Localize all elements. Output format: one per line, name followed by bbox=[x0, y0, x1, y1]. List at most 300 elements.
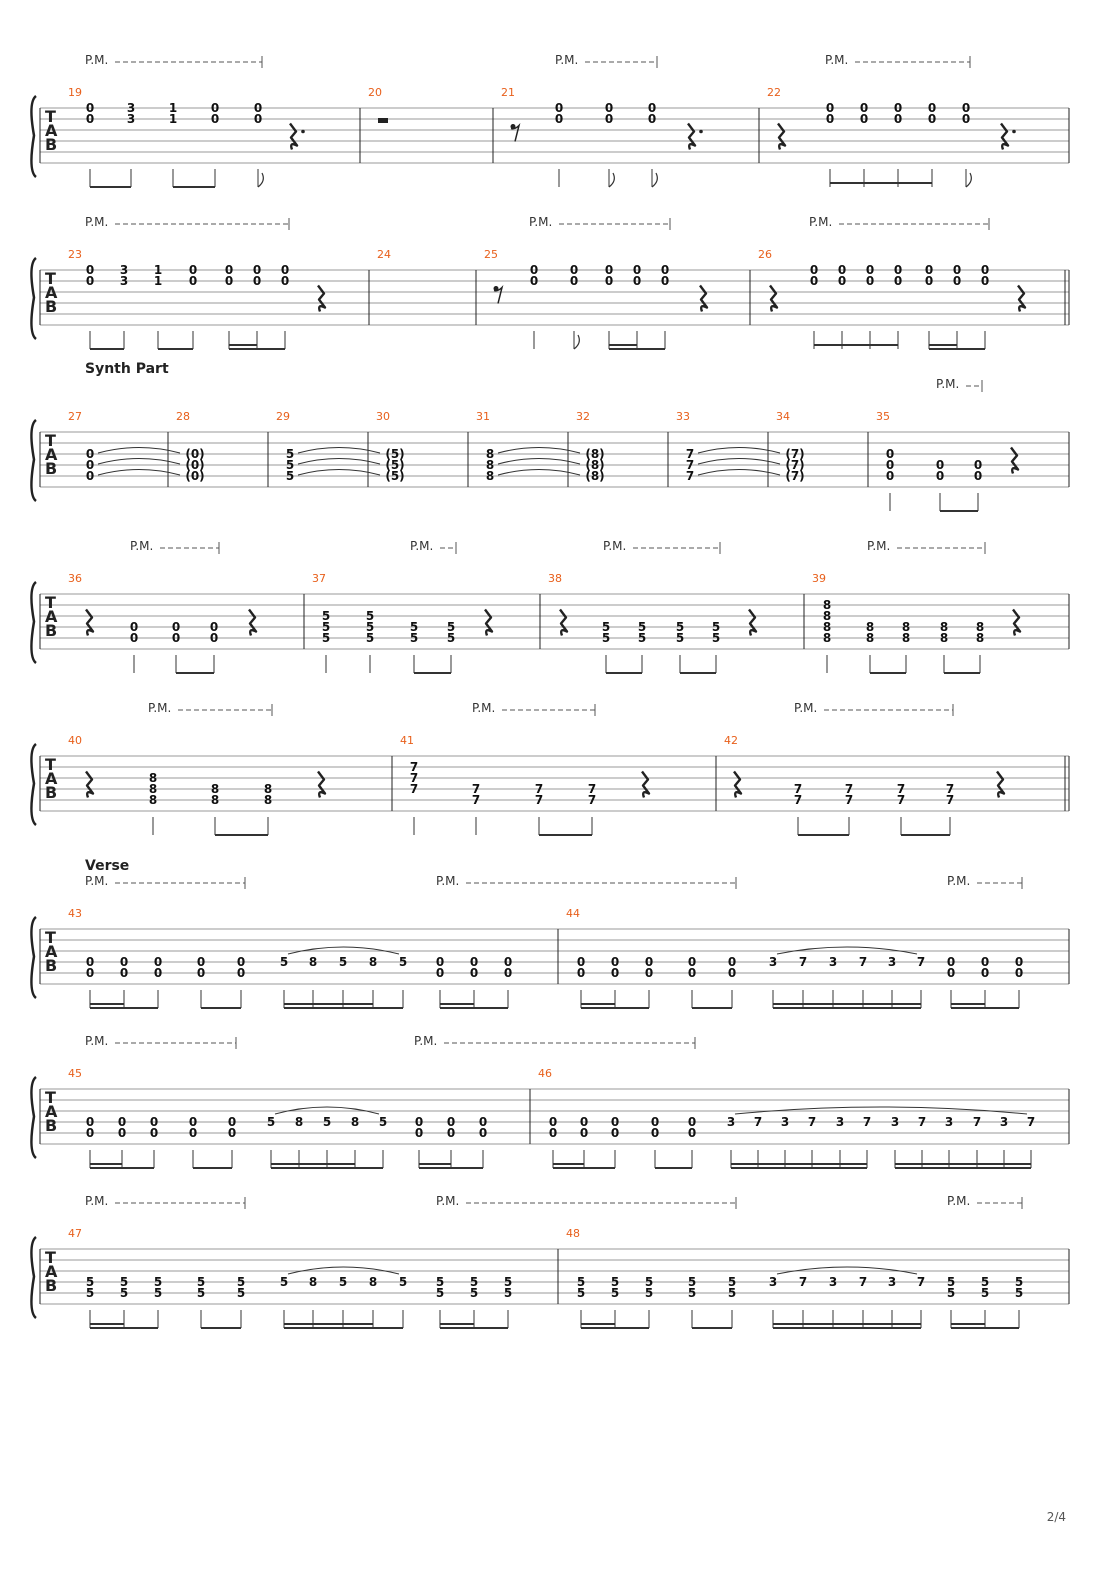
fret-number: 0 bbox=[604, 274, 614, 288]
fret-number: 5 bbox=[196, 1275, 206, 1289]
fret-number: 0 bbox=[924, 274, 934, 288]
fret-number: 0 bbox=[961, 112, 971, 126]
fret-number: 8 bbox=[294, 1115, 304, 1129]
fret-number: 0 bbox=[604, 112, 614, 126]
fret-number: 0 bbox=[935, 469, 945, 483]
fret-number: 5 bbox=[321, 620, 331, 634]
fret-number: 7 bbox=[587, 793, 597, 807]
fret-number: 5 bbox=[435, 1286, 445, 1300]
fret-number: (5) bbox=[385, 458, 405, 472]
tab-clef-letter: T bbox=[45, 1248, 56, 1267]
tab-clef-letter: B bbox=[45, 621, 58, 640]
fret-number: 7 bbox=[945, 793, 955, 807]
fret-number: 8 bbox=[822, 598, 832, 612]
fret-number: 0 bbox=[610, 955, 620, 969]
fret-number: 0 bbox=[85, 458, 95, 472]
fret-number: 5 bbox=[435, 1275, 445, 1289]
tab-clef-letter: T bbox=[45, 755, 56, 774]
fret-number: 1 bbox=[168, 101, 178, 115]
fret-number: 5 bbox=[285, 458, 295, 472]
system-brace bbox=[31, 96, 36, 177]
fret-number: 5 bbox=[322, 1115, 332, 1129]
fret-number: 0 bbox=[579, 1126, 589, 1140]
fret-number: 3 bbox=[887, 1275, 897, 1289]
fret-number: 0 bbox=[973, 469, 983, 483]
fret-number: 0 bbox=[935, 458, 945, 472]
fret-number: (0) bbox=[185, 469, 205, 483]
note-flag bbox=[652, 173, 657, 187]
fret-number: 7 bbox=[916, 1275, 926, 1289]
fret-number: 0 bbox=[85, 1115, 95, 1129]
fret-number: 8 bbox=[822, 620, 832, 634]
fret-number: 7 bbox=[1026, 1115, 1036, 1129]
quarter-rest bbox=[997, 772, 1004, 798]
fret-number: (7) bbox=[785, 458, 805, 472]
fret-number: 8 bbox=[865, 620, 875, 634]
palm-mute-label: P.M. bbox=[936, 377, 960, 391]
fret-number: 0 bbox=[865, 274, 875, 288]
fret-number: 0 bbox=[610, 1115, 620, 1129]
fret-number: 8 bbox=[308, 955, 318, 969]
fret-number: 7 bbox=[917, 1115, 927, 1129]
measure-number: 40 bbox=[68, 734, 82, 747]
fret-number: 0 bbox=[632, 263, 642, 277]
fret-number: 8 bbox=[263, 782, 273, 796]
fret-number: 7 bbox=[685, 469, 695, 483]
measure-number: 46 bbox=[538, 1067, 552, 1080]
fret-number: 0 bbox=[85, 955, 95, 969]
fret-number: 0 bbox=[579, 1115, 589, 1129]
palm-mute-label: P.M. bbox=[472, 701, 496, 715]
fret-number: 5 bbox=[153, 1286, 163, 1300]
fret-number: 5 bbox=[576, 1275, 586, 1289]
quarter-rest bbox=[560, 610, 567, 636]
fret-number: 5 bbox=[687, 1275, 697, 1289]
measure-number: 37 bbox=[312, 572, 326, 585]
fret-number: 8 bbox=[939, 620, 949, 634]
section-title: Verse bbox=[85, 858, 130, 874]
rest-dot bbox=[1012, 130, 1016, 134]
fret-number: 0 bbox=[253, 101, 263, 115]
system-brace bbox=[31, 1237, 36, 1318]
fret-number: 5 bbox=[85, 1286, 95, 1300]
fret-number: 0 bbox=[660, 274, 670, 288]
fret-number: 0 bbox=[446, 1126, 456, 1140]
fret-number: 0 bbox=[660, 263, 670, 277]
fret-number: 0 bbox=[85, 101, 95, 115]
fret-number: 7 bbox=[972, 1115, 982, 1129]
fret-number: 0 bbox=[85, 1126, 95, 1140]
palm-mute-label: P.M. bbox=[809, 215, 833, 229]
fret-number: 0 bbox=[252, 274, 262, 288]
fret-number: 5 bbox=[321, 609, 331, 623]
fret-number: 5 bbox=[236, 1275, 246, 1289]
page-number: 2/4 bbox=[1046, 1510, 1066, 1524]
fret-number: 5 bbox=[644, 1286, 654, 1300]
fret-number: 5 bbox=[285, 447, 295, 461]
tab-clef-letter: A bbox=[45, 769, 58, 788]
tab-clef-letter: T bbox=[45, 269, 56, 288]
measure-number: 20 bbox=[368, 86, 382, 99]
system-brace bbox=[31, 258, 36, 339]
fret-number: 3 bbox=[999, 1115, 1009, 1129]
fret-number: 3 bbox=[119, 263, 129, 277]
fret-number: 0 bbox=[446, 1115, 456, 1129]
quarter-rest bbox=[1018, 286, 1025, 312]
measure-number: 32 bbox=[576, 410, 590, 423]
fret-number: 0 bbox=[859, 112, 869, 126]
fret-number: 5 bbox=[266, 1115, 276, 1129]
fret-number: 5 bbox=[946, 1286, 956, 1300]
fret-number: 0 bbox=[885, 447, 895, 461]
measure-number: 23 bbox=[68, 248, 82, 261]
fret-number: 0 bbox=[153, 955, 163, 969]
palm-mute-label: P.M. bbox=[85, 1194, 109, 1208]
fret-number: 5 bbox=[398, 1275, 408, 1289]
fret-number: 0 bbox=[569, 263, 579, 277]
fret-number: 5 bbox=[398, 955, 408, 969]
fret-number: 5 bbox=[980, 1286, 990, 1300]
system-brace bbox=[31, 744, 36, 825]
fret-number: (7) bbox=[785, 447, 805, 461]
measure-number: 45 bbox=[68, 1067, 82, 1080]
fret-number: 0 bbox=[280, 274, 290, 288]
fret-number: 0 bbox=[980, 263, 990, 277]
fret-number: 0 bbox=[825, 112, 835, 126]
tab-clef-letter: B bbox=[45, 956, 58, 975]
fret-number: 0 bbox=[188, 1126, 198, 1140]
fret-number: 0 bbox=[687, 1115, 697, 1129]
palm-mute-label: P.M. bbox=[436, 1194, 460, 1208]
fret-number: 0 bbox=[548, 1115, 558, 1129]
fret-number: 0 bbox=[647, 101, 657, 115]
fret-number: 5 bbox=[610, 1275, 620, 1289]
fret-number: 0 bbox=[252, 263, 262, 277]
tab-clef-letter: A bbox=[45, 121, 58, 140]
fret-number: 3 bbox=[126, 112, 136, 126]
quarter-rest bbox=[1011, 448, 1018, 474]
fret-number: 5 bbox=[727, 1275, 737, 1289]
quarter-rest bbox=[86, 610, 93, 636]
fret-number: 0 bbox=[117, 1126, 127, 1140]
fret-number: 7 bbox=[793, 782, 803, 796]
measure-number: 22 bbox=[767, 86, 781, 99]
fret-number: 0 bbox=[554, 101, 564, 115]
fret-number: 7 bbox=[409, 771, 419, 785]
fret-number: 0 bbox=[885, 458, 895, 472]
measure-number: 26 bbox=[758, 248, 772, 261]
fret-number: 5 bbox=[675, 631, 685, 645]
fret-number: 3 bbox=[768, 1275, 778, 1289]
fret-number: 0 bbox=[85, 274, 95, 288]
fret-number: 8 bbox=[148, 782, 158, 796]
measure-number: 44 bbox=[566, 907, 580, 920]
fret-number: 5 bbox=[637, 620, 647, 634]
fret-number: 0 bbox=[727, 955, 737, 969]
quarter-rest bbox=[290, 124, 297, 150]
quarter-rest bbox=[249, 610, 256, 636]
fret-number: 8 bbox=[485, 469, 495, 483]
measure-number: 21 bbox=[501, 86, 515, 99]
fret-number: 5 bbox=[196, 1286, 206, 1300]
fret-number: 0 bbox=[188, 1115, 198, 1129]
tab-clef-letter: T bbox=[45, 1088, 56, 1107]
palm-mute-label: P.M. bbox=[85, 874, 109, 888]
fret-number: 0 bbox=[980, 966, 990, 980]
fret-number: 0 bbox=[503, 966, 513, 980]
system-brace bbox=[31, 582, 36, 663]
fret-number: (8) bbox=[585, 458, 605, 472]
fret-number: 3 bbox=[944, 1115, 954, 1129]
tab-clef-letter: B bbox=[45, 783, 58, 802]
fret-number: 8 bbox=[308, 1275, 318, 1289]
measure-number: 36 bbox=[68, 572, 82, 585]
fret-number: 0 bbox=[946, 966, 956, 980]
fret-number: 5 bbox=[675, 620, 685, 634]
fret-number: 8 bbox=[822, 609, 832, 623]
fret-number: 0 bbox=[435, 966, 445, 980]
fret-number: 0 bbox=[825, 101, 835, 115]
fret-number: 0 bbox=[253, 112, 263, 126]
fret-number: 0 bbox=[650, 1126, 660, 1140]
fret-number: 0 bbox=[188, 263, 198, 277]
fret-number: 0 bbox=[980, 274, 990, 288]
fret-number: 3 bbox=[890, 1115, 900, 1129]
fret-number: 3 bbox=[828, 1275, 838, 1289]
fret-number: 0 bbox=[129, 631, 139, 645]
palm-mute-label: P.M. bbox=[85, 1034, 109, 1048]
fret-number: 0 bbox=[469, 966, 479, 980]
quarter-rest bbox=[1013, 610, 1020, 636]
fret-number: 5 bbox=[285, 469, 295, 483]
rest-dot bbox=[301, 130, 305, 134]
fret-number: 7 bbox=[858, 955, 868, 969]
tab-clef-letter: A bbox=[45, 942, 58, 961]
fret-number: 0 bbox=[529, 274, 539, 288]
measure-number: 19 bbox=[68, 86, 82, 99]
measure-number: 25 bbox=[484, 248, 498, 261]
fret-number: 5 bbox=[711, 631, 721, 645]
measure-number: 35 bbox=[876, 410, 890, 423]
note-flag bbox=[258, 173, 263, 187]
fret-number: 5 bbox=[236, 1286, 246, 1300]
fret-number: 8 bbox=[350, 1115, 360, 1129]
tab-clef-letter: B bbox=[45, 1276, 58, 1295]
fret-number: 0 bbox=[469, 955, 479, 969]
fret-number: 0 bbox=[610, 1126, 620, 1140]
fret-number: 0 bbox=[952, 274, 962, 288]
fret-number: 0 bbox=[576, 966, 586, 980]
tab-clef-letter: B bbox=[45, 459, 58, 478]
fret-number: 5 bbox=[980, 1275, 990, 1289]
fret-number: 0 bbox=[236, 966, 246, 980]
fret-number: 0 bbox=[188, 274, 198, 288]
fret-number: 8 bbox=[901, 620, 911, 634]
fret-number: 0 bbox=[644, 955, 654, 969]
palm-mute-label: P.M. bbox=[867, 539, 891, 553]
measure-number: 27 bbox=[68, 410, 82, 423]
fret-number: 5 bbox=[85, 1275, 95, 1289]
tab-clef-letter: T bbox=[45, 107, 56, 126]
quarter-rest bbox=[688, 124, 695, 150]
fret-number: 7 bbox=[409, 782, 419, 796]
fret-number: 0 bbox=[893, 101, 903, 115]
fret-number: 0 bbox=[893, 263, 903, 277]
tab-clef-letter: A bbox=[45, 1262, 58, 1281]
fret-number: 0 bbox=[149, 1115, 159, 1129]
fret-number: 0 bbox=[927, 112, 937, 126]
fret-number: 5 bbox=[469, 1275, 479, 1289]
fret-number: 7 bbox=[587, 782, 597, 796]
fret-number: 3 bbox=[726, 1115, 736, 1129]
quarter-rest bbox=[749, 610, 756, 636]
fret-number: 5 bbox=[1014, 1286, 1024, 1300]
fret-number: 7 bbox=[534, 793, 544, 807]
fret-number: 5 bbox=[711, 620, 721, 634]
fret-number: 0 bbox=[837, 263, 847, 277]
fret-number: 0 bbox=[809, 263, 819, 277]
palm-mute-label: P.M. bbox=[148, 701, 172, 715]
fret-number: 0 bbox=[859, 101, 869, 115]
quarter-rest bbox=[770, 286, 777, 312]
measure-number: 39 bbox=[812, 572, 826, 585]
fret-number: 0 bbox=[610, 966, 620, 980]
note-flag bbox=[574, 335, 579, 349]
fret-number: 0 bbox=[727, 966, 737, 980]
fret-number: 0 bbox=[85, 966, 95, 980]
fret-number: 0 bbox=[227, 1126, 237, 1140]
fret-number: 0 bbox=[209, 620, 219, 634]
fret-number: 5 bbox=[503, 1275, 513, 1289]
fret-number: 8 bbox=[485, 458, 495, 472]
fret-number: 5 bbox=[119, 1275, 129, 1289]
fret-number: 5 bbox=[637, 631, 647, 645]
fret-number: 8 bbox=[901, 631, 911, 645]
fret-number: 0 bbox=[927, 101, 937, 115]
fret-number: 0 bbox=[569, 274, 579, 288]
fret-number: 3 bbox=[768, 955, 778, 969]
fret-number: 5 bbox=[469, 1286, 479, 1300]
fret-number: 0 bbox=[414, 1115, 424, 1129]
fret-number: 0 bbox=[129, 620, 139, 634]
measure-number: 41 bbox=[400, 734, 414, 747]
fret-number: 7 bbox=[798, 955, 808, 969]
fret-number: 7 bbox=[807, 1115, 817, 1129]
measure-number: 43 bbox=[68, 907, 82, 920]
fret-number: 7 bbox=[896, 793, 906, 807]
fret-number: 5 bbox=[409, 631, 419, 645]
fret-number: 5 bbox=[365, 631, 375, 645]
quarter-rest bbox=[778, 124, 785, 150]
fret-number: 5 bbox=[644, 1275, 654, 1289]
fret-number: 0 bbox=[414, 1126, 424, 1140]
measure-number: 48 bbox=[566, 1227, 580, 1240]
palm-mute-label: P.M. bbox=[947, 1194, 971, 1208]
fret-number: 0 bbox=[650, 1115, 660, 1129]
fret-number: 5 bbox=[601, 631, 611, 645]
fret-number: 0 bbox=[885, 469, 895, 483]
measure-number: 30 bbox=[376, 410, 390, 423]
palm-mute-label: P.M. bbox=[85, 53, 109, 67]
quarter-rest bbox=[734, 772, 741, 798]
fret-number: 8 bbox=[865, 631, 875, 645]
fret-number: 7 bbox=[945, 782, 955, 796]
fret-number: 5 bbox=[1014, 1275, 1024, 1289]
quarter-rest bbox=[86, 772, 93, 798]
fret-number: 0 bbox=[632, 274, 642, 288]
tab-clef-letter: T bbox=[45, 593, 56, 612]
whole-rest bbox=[378, 118, 388, 123]
fret-number: 0 bbox=[865, 263, 875, 277]
palm-mute-label: P.M. bbox=[603, 539, 627, 553]
fret-number: (7) bbox=[785, 469, 805, 483]
fret-number: 0 bbox=[687, 1126, 697, 1140]
fret-number: 0 bbox=[644, 966, 654, 980]
fret-number: 8 bbox=[368, 1275, 378, 1289]
fret-number: 0 bbox=[687, 955, 697, 969]
fret-number: 3 bbox=[780, 1115, 790, 1129]
fret-number: 0 bbox=[548, 1126, 558, 1140]
fret-number: 7 bbox=[844, 782, 854, 796]
fret-number: 0 bbox=[119, 955, 129, 969]
fret-number: 3 bbox=[835, 1115, 845, 1129]
measure-number: 28 bbox=[176, 410, 190, 423]
tab-clef-letter: A bbox=[45, 283, 58, 302]
fret-number: 0 bbox=[554, 112, 564, 126]
palm-mute-label: P.M. bbox=[410, 539, 434, 553]
fret-number: 0 bbox=[119, 966, 129, 980]
note-flag bbox=[966, 173, 971, 187]
tab-clef-letter: B bbox=[45, 1116, 58, 1135]
quarter-rest bbox=[1001, 124, 1008, 150]
quarter-rest bbox=[700, 286, 707, 312]
fret-number: 0 bbox=[210, 112, 220, 126]
fret-number: 5 bbox=[321, 631, 331, 645]
fret-number: 0 bbox=[210, 101, 220, 115]
fret-number: (0) bbox=[185, 458, 205, 472]
fret-number: 0 bbox=[837, 274, 847, 288]
quarter-rest bbox=[642, 772, 649, 798]
fret-number: 7 bbox=[916, 955, 926, 969]
fret-number: 5 bbox=[338, 955, 348, 969]
fret-number: 5 bbox=[446, 631, 456, 645]
palm-mute-label: P.M. bbox=[414, 1034, 438, 1048]
fret-number: 0 bbox=[604, 263, 614, 277]
fret-number: 8 bbox=[210, 782, 220, 796]
fret-number: 1 bbox=[153, 263, 163, 277]
tab-clef-letter: A bbox=[45, 607, 58, 626]
fret-number: 3 bbox=[119, 274, 129, 288]
fret-number: 7 bbox=[471, 793, 481, 807]
fret-number: 7 bbox=[753, 1115, 763, 1129]
fret-number: 0 bbox=[946, 955, 956, 969]
fret-number: 5 bbox=[365, 609, 375, 623]
fret-number: 7 bbox=[862, 1115, 872, 1129]
fret-number: 8 bbox=[210, 793, 220, 807]
tab-clef-letter: B bbox=[45, 297, 58, 316]
note-flag bbox=[609, 173, 614, 187]
fret-number: 5 bbox=[119, 1286, 129, 1300]
palm-mute-label: P.M. bbox=[85, 215, 109, 229]
system-brace bbox=[31, 420, 36, 501]
fret-number: 7 bbox=[685, 458, 695, 472]
fret-number: 0 bbox=[85, 263, 95, 277]
measure-number: 33 bbox=[676, 410, 690, 423]
fret-number: 5 bbox=[279, 1275, 289, 1289]
fret-number: 1 bbox=[168, 112, 178, 126]
fret-number: 0 bbox=[171, 620, 181, 634]
system-brace bbox=[31, 917, 36, 998]
